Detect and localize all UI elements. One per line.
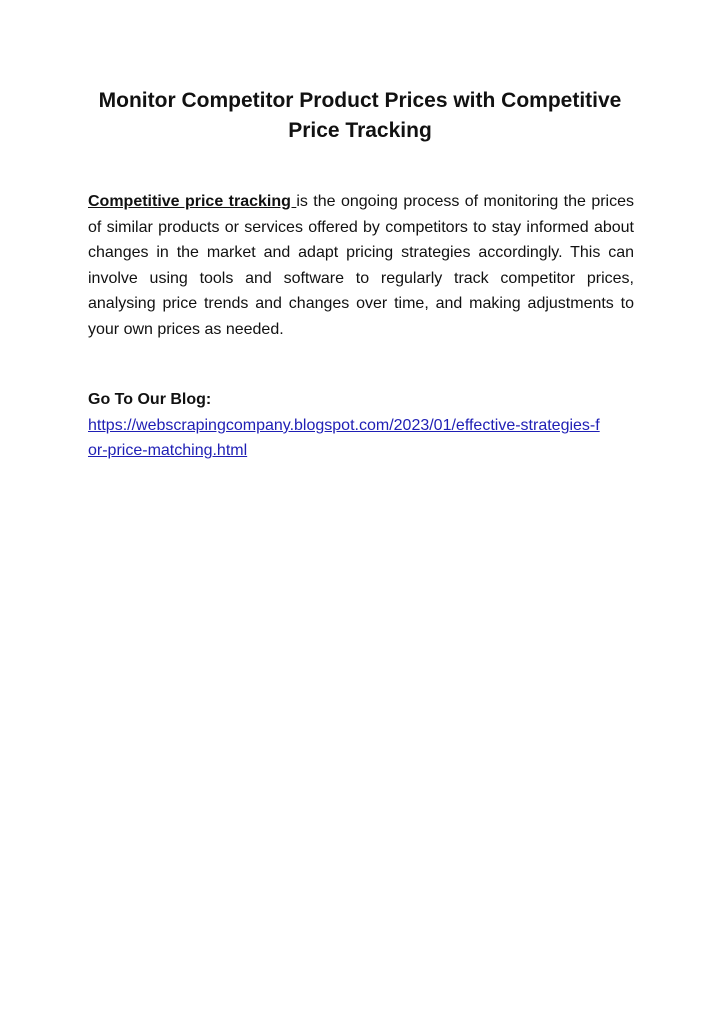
- intro-body-text: is the ongoing process of monitoring the prices of similar products or services offered by competitors to stay informed about changes in the market and adapt pricing strategies accordingly. This can involve using tools and software to regularly track competitor prices, analysing price trends and changes over time, and making adjustments to your own prices as needed.: [88, 193, 635, 338]
- intro-paragraph: [88, 189, 634, 343]
- competitive-price-tracking-term: Competitive price tracking: [88, 193, 297, 210]
- blog-link[interactable]: https://webscrapingcompany.blogspot.com/2023/01/effective-strategies-for-price-matching.html: [88, 417, 600, 459]
- blog-heading: Go To Our Blog:: [88, 391, 212, 408]
- document-title: Monitor Competitor Product Prices with Competitive Price Tracking: [98, 89, 622, 142]
